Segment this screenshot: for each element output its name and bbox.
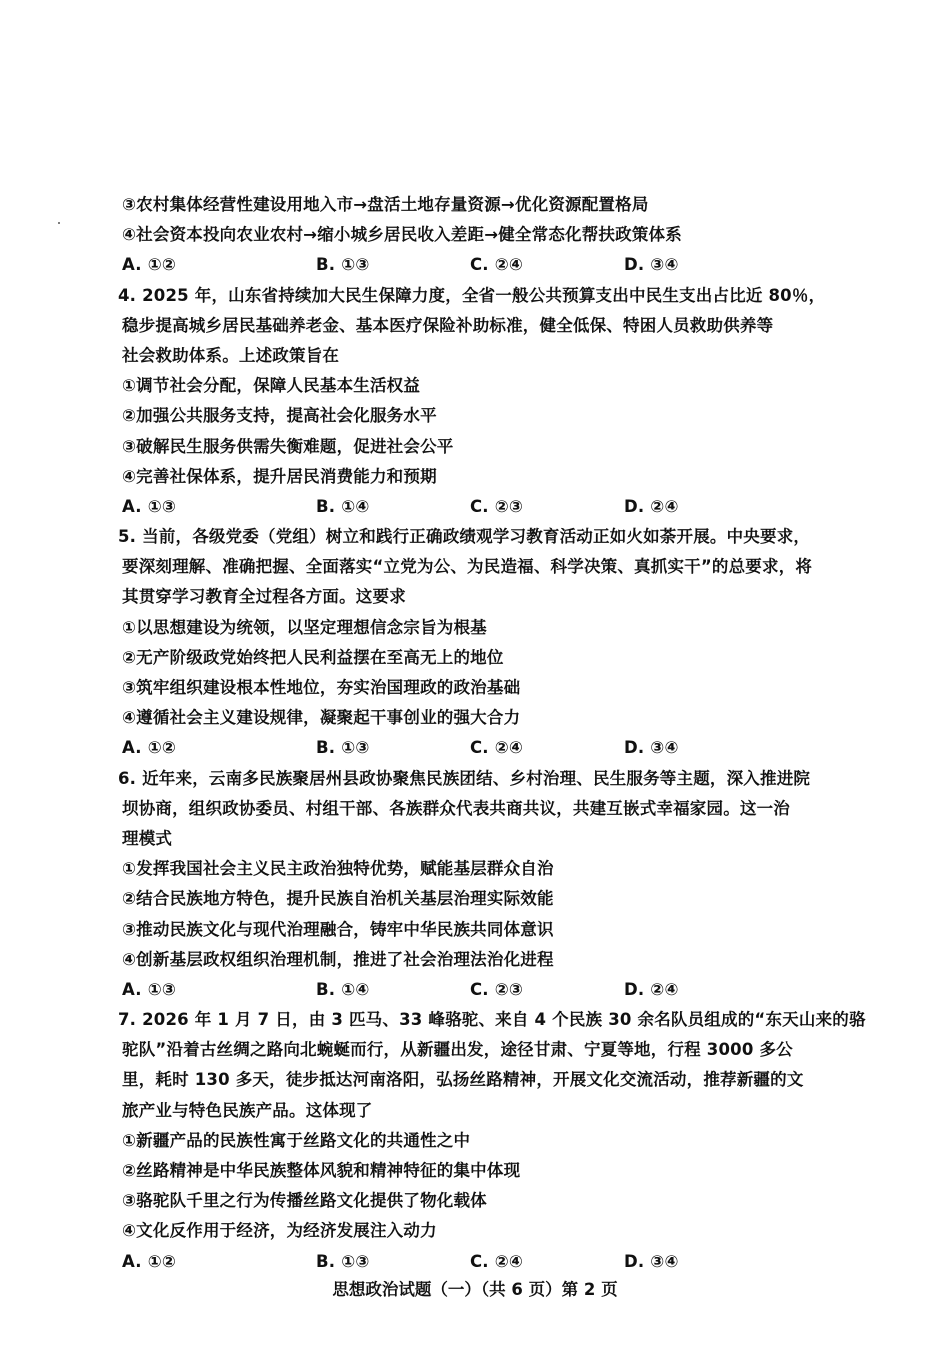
choice-a: A. ①②	[122, 255, 177, 275]
answer-choices	[122, 975, 834, 1005]
question-stem: 驼队”沿着古丝绸之路向北蜿蜒而行，从新疆出发，途径甘肃、宁夏等地，行程 3000 多公	[122, 1040, 793, 1060]
choice-b: B. ①④	[316, 496, 370, 516]
question-stem: 其贯穿学习教育全过程各方面。这要求	[122, 587, 406, 607]
choice-b: B. ①③	[316, 738, 370, 758]
question-7	[118, 1005, 866, 1277]
option-line: ②结合民族地方特色，提升民族自治机关基层治理实际效能	[122, 889, 554, 909]
option-line: ①发挥我国社会主义民主政治独特优势，赋能基层群众自治	[122, 859, 554, 879]
answer-choices	[122, 492, 834, 522]
option-line: ④创新基层政权组织治理机制，推进了社会治理法治化进程	[122, 949, 554, 969]
option-line: ④社会资本投向农业农村→缩小城乡居民收入差距→健全常态化帮扶政策体系	[122, 225, 682, 245]
choice-a: A. ①②	[122, 738, 177, 758]
option-line: ②无产阶级政党始终把人民利益摆在至高无上的地位	[122, 647, 504, 667]
choice-b: B. ①③	[316, 1251, 370, 1271]
option-line: ③筑牢组织建设根本性地位，夯实治国理政的政治基础	[122, 678, 521, 697]
question-stem: 7. 2026 年 1 月 7 日，由 3 匹马、33 峰骆驼、来自 4 个民族 30 余名队员组成的“东天山来的骆	[118, 1010, 866, 1030]
option-line: ③骆驼队千里之行为传播丝路文化提供了物化载体	[122, 1191, 487, 1211]
option-line: ②加强公共服务支持，提高社会化服务水平	[122, 406, 437, 426]
choice-c: C. ②③	[470, 496, 524, 516]
question-stem: 稳步提高城乡居民基础养老金、基本医疗保险补助标准，健全低保、特困人员救助供养等	[122, 315, 774, 335]
question-list	[118, 190, 866, 1277]
answer-choices	[122, 1247, 834, 1277]
option-line: ②丝路精神是中华民族整体风貌和精神特征的集中体现	[122, 1161, 521, 1180]
question-stem: 6. 近年来，云南多民族聚居州县政协聚焦民族团结、乡村治理、民生服务等主题，深入推进院	[118, 768, 811, 788]
option-line: ①以思想建设为统领，以坚定理想信念宗旨为根基	[122, 617, 487, 637]
choice-c: C. ②④	[470, 1251, 524, 1271]
option-line: ④遵循社会主义建设规律，凝聚起干事创业的强大合力	[122, 708, 521, 728]
choice-c: C. ②④	[470, 738, 524, 758]
choice-d: D. ③④	[624, 255, 679, 275]
choice-a: A. ①②	[122, 1251, 177, 1271]
question-stem: 社会救助体系。上述政策旨在	[122, 345, 340, 365]
question-stem: 4. 2025 年，山东省持续加大民生保障力度，全省一般公共预算支出中民生支出占比近 80％，	[118, 285, 826, 305]
question-stem: 5. 当前，各级党委（党组）树立和践行正确政绩观学习教育活动正如火如荼开展。中央要求，	[118, 527, 811, 547]
option-line: ③推动民族文化与现代治理融合，铸牢中华民族共同体意识	[122, 919, 554, 939]
question-4	[118, 281, 834, 523]
question-6	[118, 764, 834, 1006]
page-footer: 思想政治试题（一）（共 6 页）第 2 页	[332, 1280, 618, 1299]
choice-a: A. ①③	[122, 979, 177, 999]
option-line: ①新疆产品的民族性寓于丝路文化的共通性之中	[122, 1130, 471, 1150]
question-5	[118, 522, 834, 764]
option-line: ③破解民生服务供需失衡难题，促进社会公平	[122, 436, 454, 456]
question-stem: 要深刻理解、准确把握、全面落实“立党为公、为民造福、科学决策、真抓实干”的总要求，将	[122, 557, 813, 577]
question-stem: 旅产业与特色民族产品。这体现了	[122, 1100, 373, 1120]
option-line: ④文化反作用于经济，为经济发展注入动力	[122, 1221, 437, 1241]
question-stem: 理模式	[122, 828, 173, 848]
question-3-tail	[122, 190, 834, 281]
choice-c: C. ②③	[470, 979, 524, 999]
choice-d: D. ②④	[624, 496, 679, 516]
choice-a: A. ①③	[122, 496, 177, 516]
answer-choices	[122, 733, 834, 763]
choice-b: B. ①③	[316, 255, 370, 275]
choice-b: B. ①④	[316, 979, 370, 999]
answer-choices	[122, 250, 834, 280]
choice-d: D. ②④	[624, 979, 679, 999]
option-line: ①调节社会分配，保障人民基本生活权益	[122, 376, 421, 396]
choice-d: D. ③④	[624, 1251, 679, 1271]
scan-speck	[58, 222, 60, 224]
choice-d: D. ③④	[624, 738, 679, 758]
question-stem: 坝协商，组织政协委员、村组干部、各族群众代表共商共议，共建互嵌式幸福家园。这一治	[122, 798, 790, 818]
option-line: ④完善社保体系，提升居民消费能力和预期	[122, 466, 437, 486]
question-stem: 里，耗时 130 多天，徒步抵达河南洛阳，弘扬丝路精神，开展文化交流活动，推荐新疆的文	[122, 1070, 804, 1090]
option-line: ③农村集体经营性建设用地入市→盘活土地存量资源→优化资源配置格局	[122, 195, 649, 214]
choice-c: C. ②④	[470, 255, 524, 275]
